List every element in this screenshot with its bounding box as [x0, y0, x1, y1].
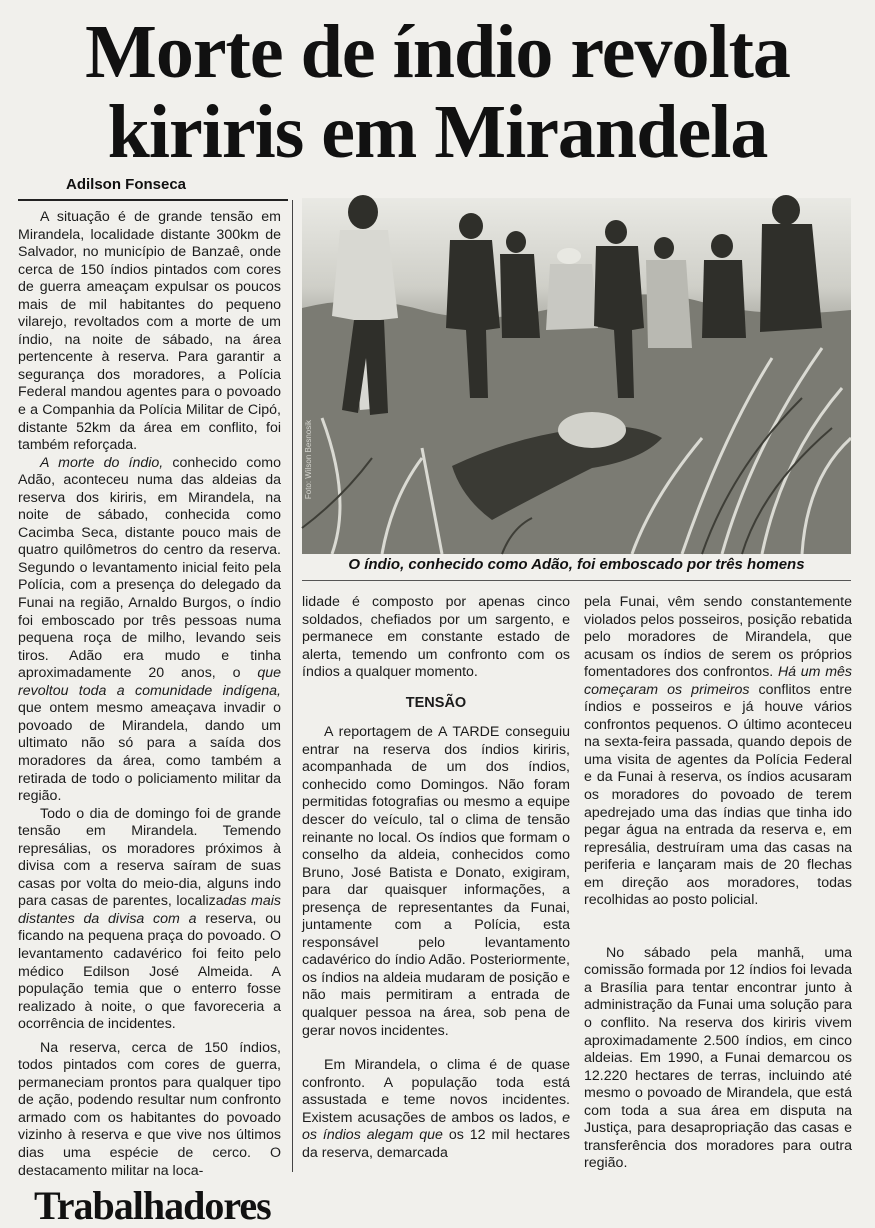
- article-column-1: [18, 209, 281, 1180]
- paragraph-text: pela Funai, vêm sendo constantemente violados pelos posseiros, posição rebatida pelo moradores de Mirandela, que acusam os índios de serem os próprios fomentadores dos confrontos.: [584, 594, 852, 681]
- next-headline-fragment: [34, 1183, 304, 1228]
- paragraph: A situação é de grande tensão em Mirandela, localidade distante 300km de Salvador, no município de Banzaê, onde cerca de 150 índios pintados com cores de guerra ameaçam expulsar os poucos mais de mil habitantes do pequeno vilarejo, revoltados com a morte de um índio, na noite de sábado, na área pertencente à reserva. Para garantir a segurança dos moradores, a Polícia Federal mandou agentes para o povoado e a Companhia da Polícia Militar de Cipó, distante 52km da área em conflito, foi também reforçada.: [18, 209, 281, 454]
- paragraph: [302, 1057, 570, 1162]
- italic-phrase: das mais distantes da divisa com a: [18, 893, 281, 927]
- photo-credit: Foto: Wilson Besnosik: [304, 420, 313, 500]
- italic-phrase: Há um mês começaram os primeiros: [584, 664, 852, 698]
- paragraph: [18, 806, 281, 1034]
- byline: Adilson Fonseca: [66, 176, 187, 193]
- byline-rule: [18, 199, 288, 201]
- photo-caption: O índio, conhecido como Adão, foi emboscado por três homens: [348, 556, 805, 573]
- italic-phrase: que revoltou toda a comunidade indígena,: [18, 665, 281, 699]
- paragraph: [18, 455, 281, 806]
- paragraph-text: conhecido como Adão, aconteceu numa das aldeias da reserva dos kiriris, em Mirandela, na noite de sábado, conhecida como Cacimba Seca, distante pouco mais de quatro quilômetros do centro da reserva. Segundo o levantamento inicial feito pela Polícia, com a presença do delegado da Funai na região, Arnaldo Burgos, o índio foi emboscado por três pessoas numa pequena roça de milho, levando seis tiros. Adão era mudo e tinha aproximadamente 20 anos, o: [18, 454, 281, 682]
- column-divider-left: [292, 200, 293, 1172]
- paragraph: Na reserva, cerca de 150 índios, todos pintados com cores de guerra, permaneciam prontos para qualquer tipo de ação, podendo resultar num confronto armado com os habitantes do povoado vizinho à reserva e que vive nos últimos dias uma espécie de cerco. O destacamento militar na loca-: [18, 1039, 281, 1179]
- section-subhead: TENSÃO: [405, 694, 467, 711]
- paragraph-text: conflitos entre índios e posseiros e já houve vários confrontos pequenos. O último aconteceu na sexta-feira passada, quando depois de uma visita de agentes da Polícia Federal e da Funai à reserva, os índios acusaram os moradores do povoado de terem apedrejado uma das índias que tinha ido pegar água na entrada da reserva e, em represália, destruíram uma das casas na periferia e lançaram mais de 20 flechas em direção aos moradores, todas recolhidas ao posto policial.: [584, 681, 852, 909]
- paragraph-text: reserva, ou ficando na pequena praça do povoado. O levantamento cadavérico foi feito pelo médico Edilson José Almeida. A população temia que o enterro fosse realizado à noite, o que favoreceria a ocorrência de incidentes.: [18, 910, 281, 1033]
- italic-lead: A morte do índio,: [40, 454, 164, 471]
- caption-rule: [302, 580, 851, 581]
- photo-illustration: [302, 198, 851, 554]
- headline: [0, 12, 875, 172]
- news-photo: [302, 198, 851, 554]
- italic-phrase: e os índios alegam que: [302, 1109, 570, 1144]
- paragraph-text: os 12 mil hectares da reserva, demarcada: [302, 1127, 571, 1161]
- paragraph: No sábado pela manhã, uma comissão formada por 12 índios foi levada a Brasília para tentar encontrar junto à administração da Funai uma solução para o conflito. Na reserva dos kiriris vivem aproximadamente 2.500 índios, em cinco aldeias. Em 1990, a Funai demarcou os 12.220 hectares de terras, incluindo até mesmo o povoado de Mirandela, que está com toda a sua área em disputa na Justiça, para desapropriação das casas e transferência dos moradores para outra região.: [584, 944, 852, 1172]
- paragraph-text: que ontem mesmo ameaçava invadir o povoado de Mirandela, dando um ultimato não só para a saída dos moradores da área, como também a retirada de todo o policiamento militar da região.: [18, 700, 281, 805]
- article-column-2: [302, 594, 570, 1162]
- article-column-3: [584, 594, 852, 1173]
- paragraph: lidade é composto por apenas cinco soldados, chefiados por um sargento, e permanece em constante estado de alerta, temendo um confronto com os índios a qualquer momento.: [302, 594, 570, 681]
- next-headline-text: Trabalhadores: [34, 1183, 271, 1228]
- paragraph-text: Todo o dia de domingo foi de grande tensão em Mirandela. Temendo represálias, os moradores próximos à divisa com a reserva saíram de suas casas por volta do meio-dia, alguns indo para casas de parentes, localiza: [18, 805, 281, 910]
- headline-line-1: Morte de índio revolta: [85, 10, 790, 94]
- paragraph-text: Em Mirandela, o clima é de quase confronto. A população toda está assustada e teme novos incidentes. Existem acusações de ambos os lados,: [302, 1057, 570, 1126]
- paragraph: [584, 594, 852, 910]
- paragraph: A reportagem de A TARDE conseguiu entrar na reserva dos índios kiriris, acompanhada de um dos índios, conhecido como Domingos. Não foram permitidas fotografias ou mesmo a equipe descer do veículo, tal o clima de tensão reinante no local. Os índios que formam o conselho da aldeia, conhecidos como Bruno, José Batista e Donato, exigiram, para dar quaisquer informações, a presença de representantes da Funai, juntamente com a Polícia, esta responsável pelo levantamento cadavérico do índio Adão. Posteriormente, os índios na aldeia mudaram de posição e não mais permitiram a entrada de qualquer pessoa na área, sob pena de gerar novos incidentes.: [302, 724, 570, 1039]
- headline-line-2: kiriris em Mirandela: [107, 90, 768, 174]
